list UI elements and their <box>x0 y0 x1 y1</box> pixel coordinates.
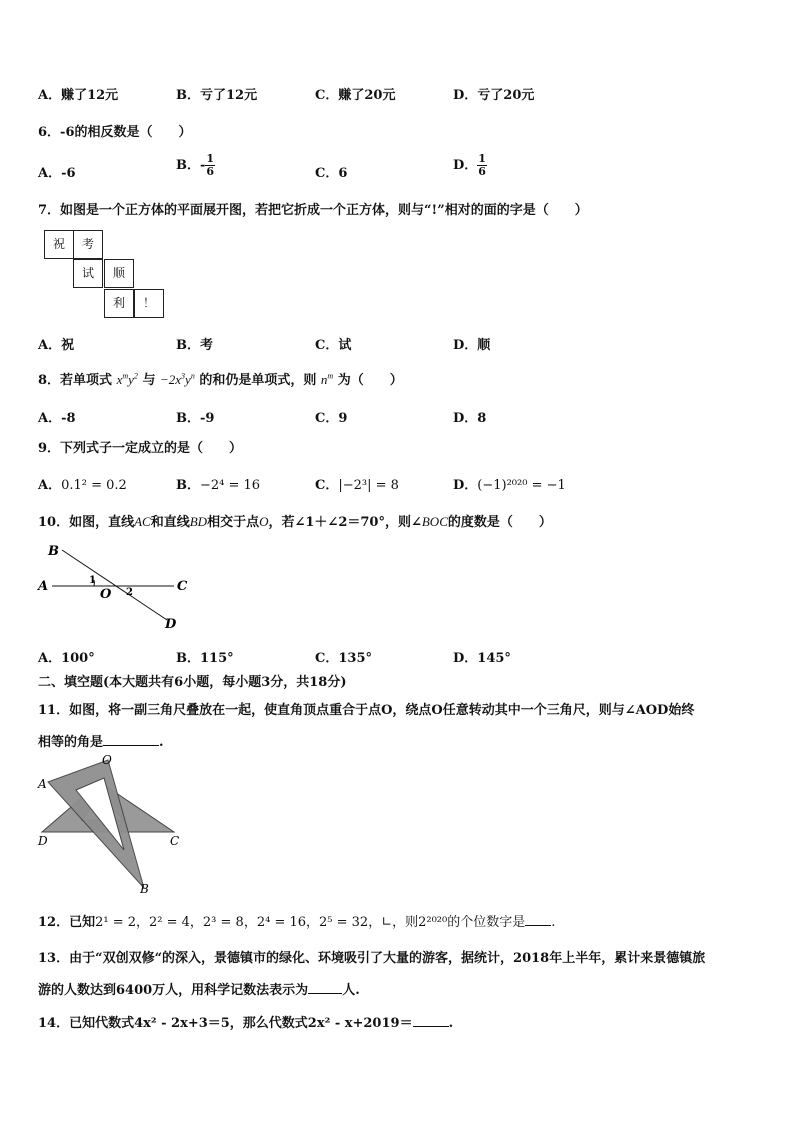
q14-stem-text: 14．已知代数式4x² - 2x+3＝5，那么代数式2x² - x+2019＝ <box>38 1016 413 1031</box>
net-cell: 考 <box>73 230 103 259</box>
q7-option-a: A．祝 <box>38 338 75 353</box>
q10-option-b: B．115° <box>176 651 234 666</box>
line-bd <box>62 550 167 620</box>
q10-stem-text: 相交于点 <box>207 515 260 530</box>
option-expression: 0.1² = 0.2 <box>61 478 127 493</box>
q8-stem-text: 与 <box>142 373 156 388</box>
q12-expression: 2¹ = 2，2² = 4，2³ = 8，2⁴ = 16，2⁵ = 32，∟，则2²⁰²⁰的个位数字是 <box>95 915 526 930</box>
q11-stem-line2 <box>38 731 164 750</box>
q13-stem-line1: 13．由于“双创双修“的深入，景德镇市的绿化、环境吸引了大量的游客，据统计，2018年上半年，累计来景德镇旅 <box>38 951 706 966</box>
q12-stem-text: 12．已知 <box>38 915 96 930</box>
net-cell: 试 <box>73 259 103 288</box>
q6-option-b-fraction <box>205 153 215 178</box>
label-c: C <box>177 579 188 594</box>
fraction-numerator: 1 <box>478 152 486 165</box>
q8-option-d: D．8 <box>453 411 487 426</box>
option-expression: |−2³| = 8 <box>338 478 399 493</box>
q11-stem-text: 相等的角是 <box>38 735 104 750</box>
section-heading: 二、填空题(本大题共有6小题，每小题3分，共18分) <box>38 675 347 690</box>
q11-stem-end: . <box>159 735 164 750</box>
q8-stem <box>38 369 403 388</box>
label-d: D <box>38 834 48 848</box>
q8-stem-text: 为（ ） <box>337 373 403 388</box>
net-cell: ！ <box>134 289 164 318</box>
q10-stem-text: 10．如图，直线 <box>38 515 135 530</box>
fraction-denominator: 6 <box>478 165 486 178</box>
label-b: B <box>140 882 149 896</box>
q14-stem <box>38 1012 453 1031</box>
angle-boc-label: BOC <box>421 514 448 529</box>
q9-option-d <box>453 474 566 493</box>
q9-option-a <box>38 474 127 493</box>
q8-option-b: B．-9 <box>176 411 215 426</box>
option-expression: −2⁴ = 16 <box>200 478 261 493</box>
q10-option-a: A．100° <box>38 651 95 666</box>
answer-blank <box>308 981 342 994</box>
label-angle-2: 2 <box>126 587 133 598</box>
label-a: A <box>38 777 47 791</box>
q9-option-c <box>315 474 399 493</box>
label-c: C <box>170 834 180 848</box>
q10-stem-text: 和直线 <box>150 515 190 530</box>
q13-stem-text: 游的人数达到6400万人，用科学记数法表示为 <box>38 983 309 998</box>
option-label: B． <box>176 478 200 493</box>
option-expression: (−1)²⁰²⁰ = −1 <box>477 478 566 493</box>
q7-stem: 7．如图是一个正方体的平面展开图，若把它折成一个正方体，则与“!”相对的面的字是（ ） <box>38 203 588 218</box>
q7-option-b: B．考 <box>176 338 213 353</box>
option-label: A． <box>38 478 62 493</box>
q10-stem-text: 的度数是（ ） <box>447 515 552 530</box>
fraction-numerator: 1 <box>206 152 215 165</box>
q11-stem-line1: 11．如图，将一副三角尺叠放在一起，使直角顶点重合于点O，绕点O任意转动其中一个三角尺，则与∠AOD始终 <box>38 703 695 718</box>
triangle-rulers-figure <box>36 752 186 896</box>
q9-stem: 9．下列式子一定成立的是（ ） <box>38 441 243 456</box>
q6-option-b-label: B．- <box>176 158 206 173</box>
net-cell: 祝 <box>44 230 74 259</box>
q6-option-c: C．6 <box>315 166 348 181</box>
label-o: O <box>100 587 112 602</box>
q6-option-d <box>453 153 487 178</box>
answer-blank <box>103 733 159 746</box>
q7-option-c: C．试 <box>315 338 352 353</box>
q5-option-a: A．赚了12元 <box>38 88 119 103</box>
q9-option-b <box>176 474 260 493</box>
q8-stem-text: 8．若单项式 <box>38 373 113 388</box>
q6-stem: 6．-6的相反数是（ ） <box>38 125 192 140</box>
net-cell: 利 <box>104 289 134 318</box>
q5-option-d: D．亏了20元 <box>453 88 535 103</box>
q8-option-c: C．9 <box>315 411 348 426</box>
q6-option-a: A．-6 <box>38 166 76 181</box>
q13-stem-line2 <box>38 979 360 998</box>
q5-option-c: C．赚了20元 <box>315 88 396 103</box>
q8-stem-text: 的和仍是单项式，则 <box>199 373 317 388</box>
q12-stem-end: . <box>551 915 556 930</box>
q6-option-d-label: D． <box>453 158 478 173</box>
line-bd-label: BD <box>189 514 208 529</box>
q10-option-c: C．135° <box>315 651 372 666</box>
answer-blank <box>525 913 551 926</box>
q8-power: $n^m$ <box>320 371 334 387</box>
label-a: A <box>38 579 49 594</box>
q6-option-d-fraction <box>477 153 487 178</box>
q10-option-d: D．145° <box>453 651 511 666</box>
label-b: B <box>48 544 59 559</box>
q6-option-b <box>176 153 215 178</box>
q14-stem-end: . <box>448 1016 454 1031</box>
option-label: C． <box>315 478 339 493</box>
q7-option-d: D．顺 <box>453 338 491 353</box>
q10-stem-text: ，若∠1＋∠2＝70°，则∠ <box>268 515 422 530</box>
label-d: D <box>165 617 177 632</box>
label-o: O <box>102 753 112 767</box>
q8-monomial-1: $x^my^2$ <box>116 371 138 387</box>
q13-stem-end: 人. <box>342 983 360 998</box>
line-ac-label: AC <box>134 514 151 529</box>
intersecting-lines-figure <box>34 538 194 634</box>
q12-stem <box>38 911 555 930</box>
q5-option-b: B．亏了12元 <box>176 88 258 103</box>
q8-option-a: A．-8 <box>38 411 76 426</box>
q8-monomial-2: $-2x^3y^n$ <box>160 371 195 387</box>
q10-stem <box>38 511 552 530</box>
label-angle-1: 1 <box>89 575 96 586</box>
point-o-label: O <box>259 514 269 529</box>
answer-blank <box>413 1014 449 1027</box>
net-cell: 顺 <box>104 259 134 288</box>
option-label: D． <box>453 478 478 493</box>
fraction-denominator: 6 <box>206 165 215 178</box>
